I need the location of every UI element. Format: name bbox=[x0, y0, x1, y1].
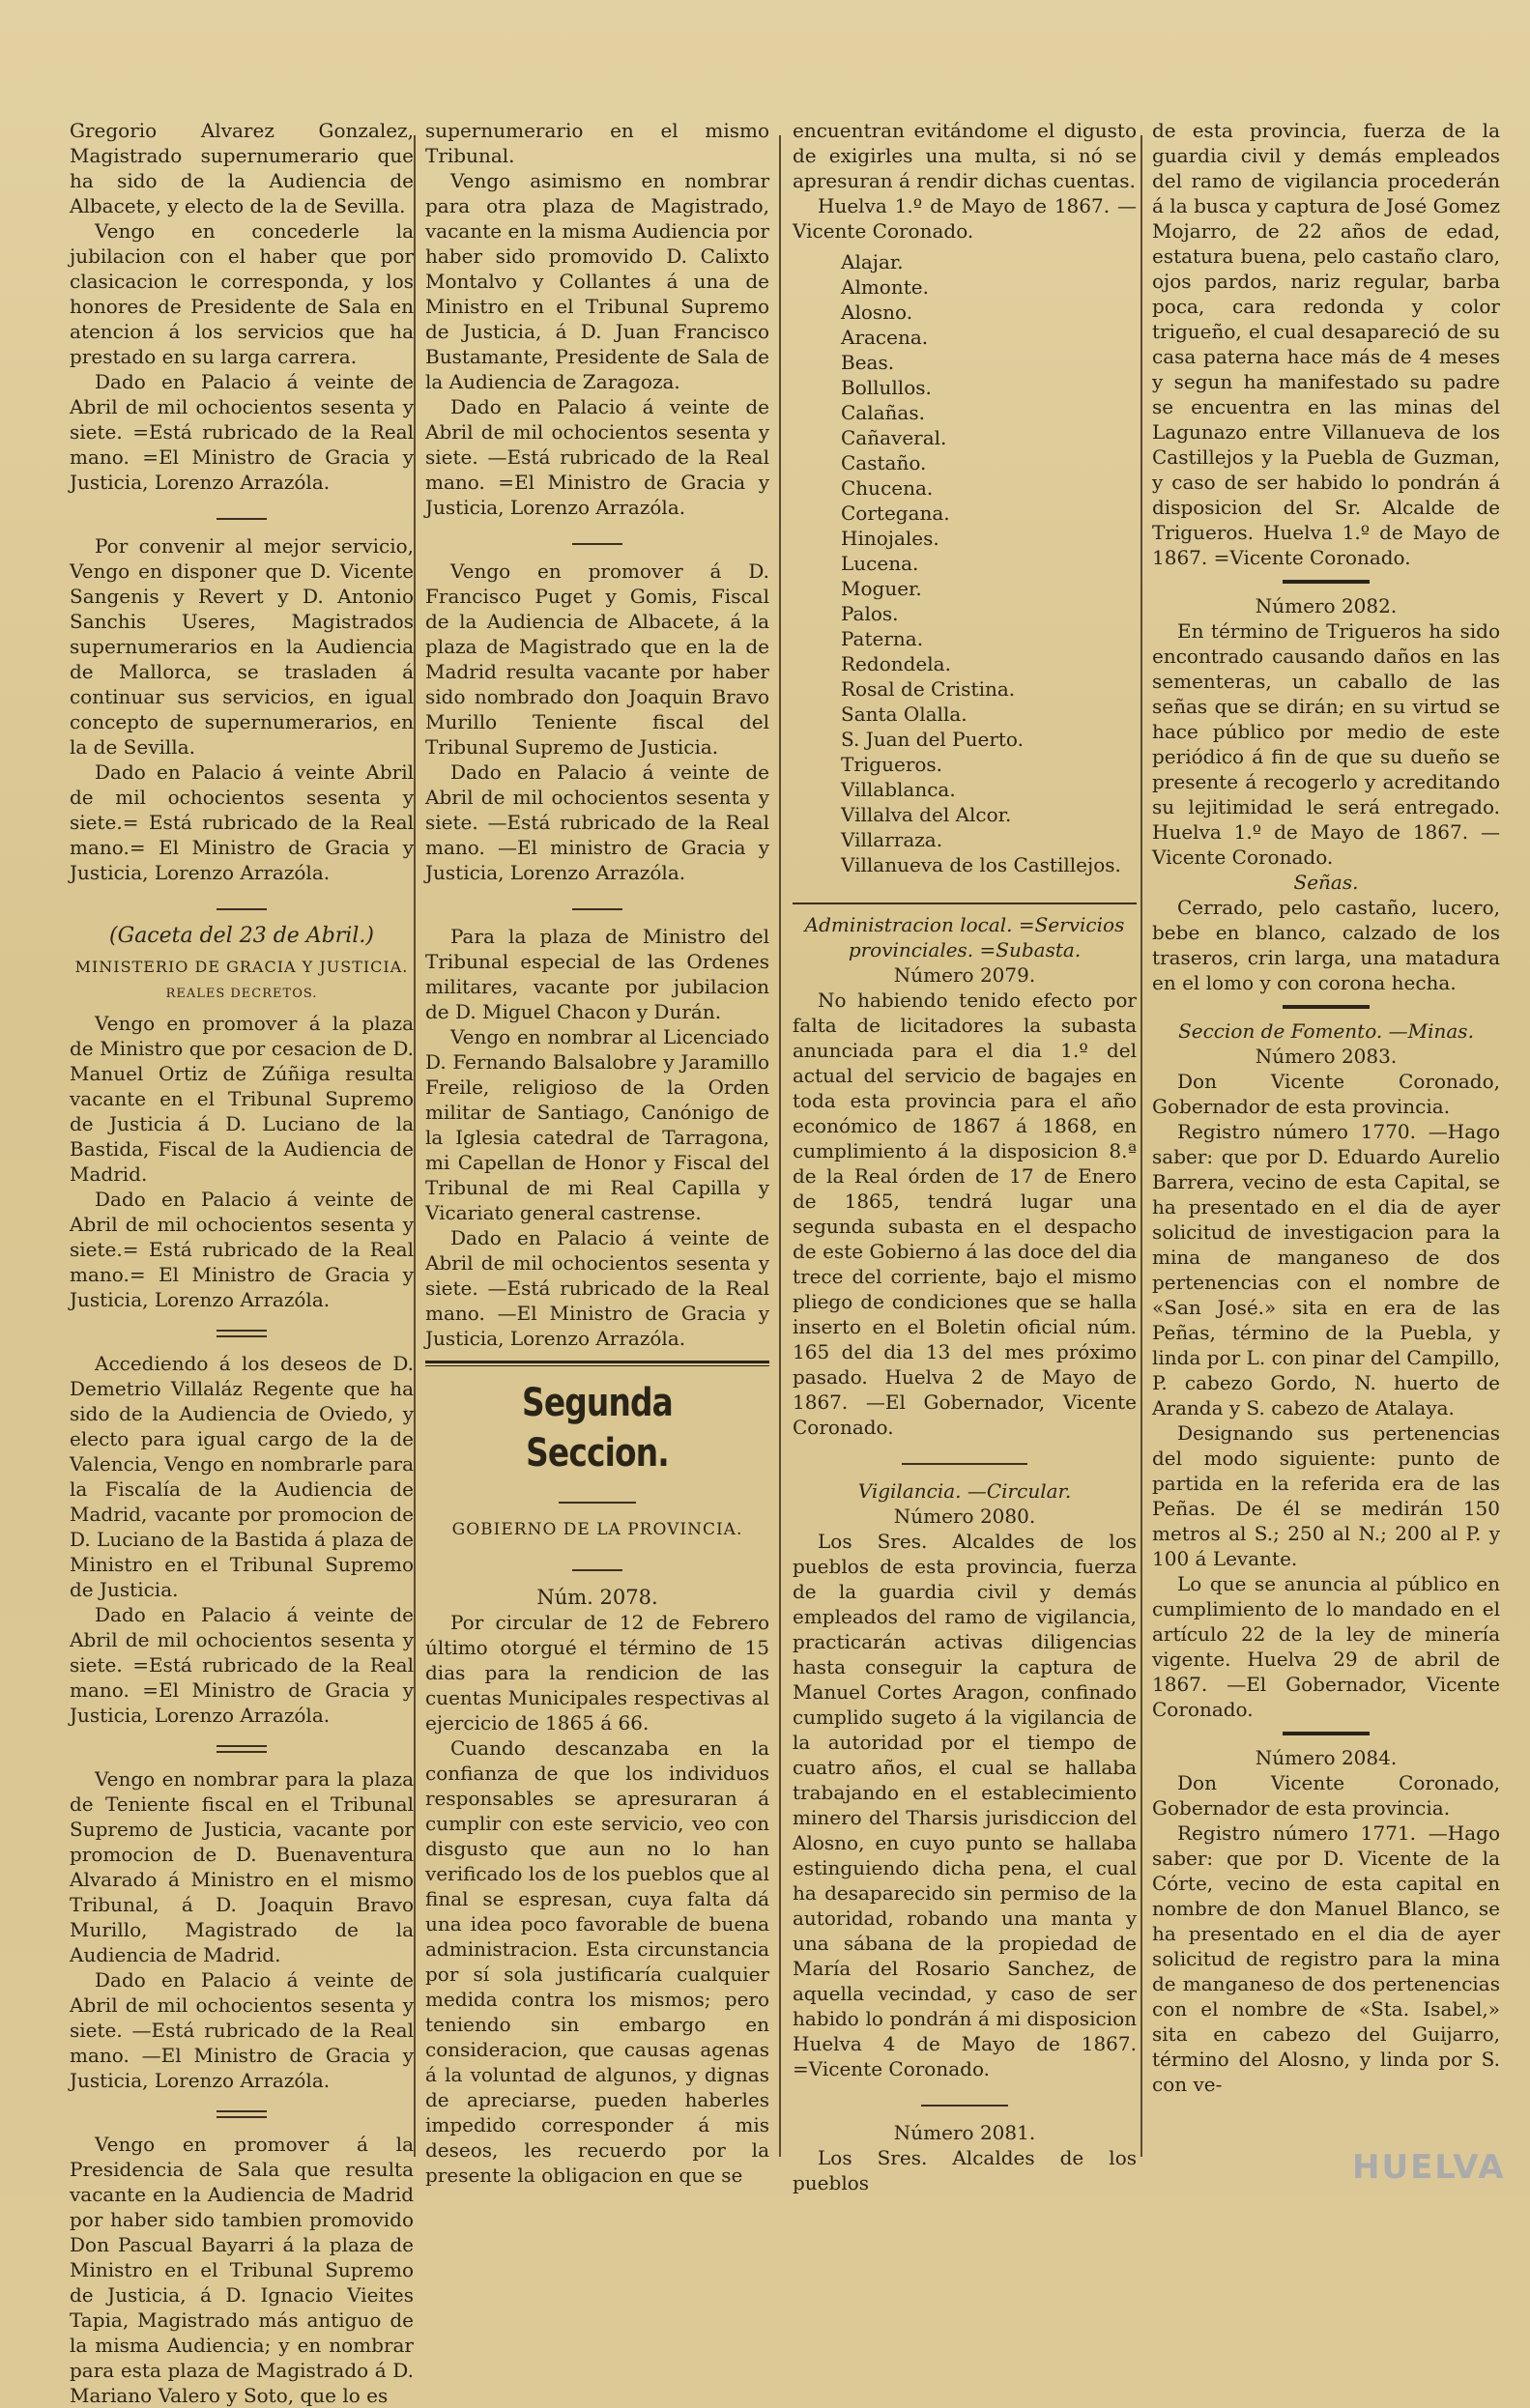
paragraph: Gregorio Alvarez Gonzalez, Magistrado supernumerario que ha sido de la Audiencia de Albacete, y electo de la de Sevilla. bbox=[70, 119, 414, 217]
list-item: Cañaveral. bbox=[841, 426, 947, 449]
gobierno-heading: GOBIERNO DE LA PROVINCIA. bbox=[451, 1520, 743, 1539]
list-item: Aracena. bbox=[841, 326, 929, 349]
list-item: Alosno. bbox=[841, 301, 913, 324]
column-4 bbox=[1152, 118, 1500, 2166]
paragraph: Registro número 1771. —Hago saber: que por D. Vicente de la Córte, vecino de esta capital en nombre de don Manuel Blanco, se ha presentado en el dia de ayer solicitud de registro para la mina de manganeso de dos pertenencias con el nombre de «Sta. Isabel,» sita en cabezo del Guijarro, término del Alosno, y linda por S. con ve- bbox=[1152, 1821, 1500, 2096]
reales-decretos-heading: REALES DECRETOS. bbox=[165, 987, 318, 1001]
notice-number: Número 2080. bbox=[893, 1505, 1036, 1528]
section-rule bbox=[425, 1361, 769, 1363]
paragraph: Don Vicente Coronado, Gobernador de esta provincia. bbox=[1152, 1771, 1500, 1820]
paragraph: Huelva 1.º de Mayo de 1867. —Vicente Coronado. bbox=[793, 194, 1137, 243]
paragraph: Accediendo á los deseos de D. Demetrio Villaláz Regente que ha sido de la Audiencia de Oviedo, y electo para igual cargo de la de Valencia, Vengo en nombrarle para la Fiscalía de la Audiencia de Madrid, vacante por promocion de D. Luciano de la Bastida á plaza de Ministro en el Tribunal Supremo de Justicia. bbox=[70, 1352, 415, 1601]
paragraph: Vengo en nombrar para la plaza de Teniente fiscal en el Tribunal Supremo de Justicia, vacante por promocion de D. Buenaventura Alvarado á Ministro en el mismo Tribunal, á D. Joaquin Bravo Murillo, Magistrado de la Audiencia de Madrid. bbox=[70, 1767, 414, 1966]
notice-number: Número 2081. bbox=[893, 2121, 1036, 2144]
paragraph: Los Sres. Alcaldes de los pueblos de esta provincia, fuerza de la guardia civil y demás empleados del ramo de vigilancia, practicarán activas diligencias hasta conseguir la captura de Manuel Cortes Aragon, confinado cumplido sugeto á la vigilancia de la autoridad por el tiempo de cuatro años, el cual se hallaba trabajando en el establecimiento minero del Tharsis jurisdiccion del Alosno, en cuyo punto se hallaba estinguiendo dicha pena, el cual ha desaparecido sin permiso de la autoridad, robando una manta y una sábana de la propiedad de María del Rosario Sanchez, de aquella vecindad, y caso de ser habido lo pondrán á mi disposicion Huelva 4 de Mayo de 1867. =Vicente Coronado. bbox=[793, 1530, 1137, 2080]
column-divider bbox=[779, 135, 781, 2157]
paragraph: No habiendo tenido efecto por falta de licitadores la subasta anunciada para el dia 1.º del actual del servicio de bagajes en toda esta provincia para el año económico de 1867 á 1868, en cumplimiento á la disposicion 8.ª de la Real órden de 17 de Enero de 1865, tendrá lugar una segunda subasta en el despacho de este Gobierno á las doce del dia trece del corriente, bajo el mismo pliego de condiciones que se halla inserto en el Boletin oficial núm. 165 del dia 13 del mes próximo pasado. Huelva 2 de Mayo de 1867. —El Gobernador, Vicente Coronado. bbox=[793, 989, 1137, 1439]
paragraph: Para la plaza de Ministro del Tribunal especial de las Ordenes militares, vacante por jubilacion de D. Miguel Chacon y Durán. bbox=[425, 925, 769, 1023]
separator bbox=[1283, 1732, 1370, 1735]
paragraph: Dado en Palacio á veinte de Abril de mil ochocientos sesenta y siete. —Está rubricado de la Real mano. —El Ministro de Gracia y Justicia, Lorenzo Arrazóla. bbox=[425, 1226, 769, 1350]
list-item: Calañas. bbox=[841, 401, 925, 424]
section-title: Segunda Seccion. bbox=[522, 1381, 673, 1476]
separator bbox=[1283, 580, 1370, 584]
paragraph: Dado en Palacio á veinte de Abril de mil ochocientos sesenta y siete. =Está rubricado de la Real mano. =El Ministro de Gracia y Justicia, Lorenzo Arrazóla. bbox=[70, 1603, 414, 1727]
paragraph: Por circular de 12 de Febrero último otorgué el término de 15 dias para la rendicion de las cuentas Municipales respectivas al ejercicio de 1865 á 66. bbox=[425, 1611, 769, 1734]
list-item: Bollullos. bbox=[841, 376, 932, 399]
paragraph: Vengo en promover á D. Francisco Puget y Gomis, Fiscal de la Audiencia de Albacete, á la plaza de Magistrado que en la de Madrid resulta vacante por haber sido nombrado don Joaquin Bravo Murillo Teniente fiscal del Tribunal Supremo de Justicia. bbox=[425, 559, 769, 759]
separator bbox=[425, 891, 769, 916]
paragraph: Dado en Palacio á veinte de Abril de mil ochocientos sesenta y siete. —Está rubricado de la Real mano. —El ministro de Gracia y Justicia, Lorenzo Arrazóla. bbox=[425, 760, 769, 884]
list-item: Almonte. bbox=[841, 275, 929, 299]
paragraph: Los Sres. Alcaldes de los pueblos bbox=[793, 2146, 1137, 2194]
list-item: Chucena. bbox=[841, 476, 934, 500]
paragraph: Dado en Palacio á veinte de Abril de mil ochocientos sesenta y siete.= Está rubricado de la Real mano.= El Ministro de Gracia y Justicia, Lorenzo Arrazóla. bbox=[70, 1188, 414, 1311]
list-item: Santa Olalla. bbox=[841, 702, 967, 726]
separator bbox=[793, 1446, 1137, 1471]
paragraph: encuentran evitándome el digusto de exigirles una multa, si nó se apresuran á rendir dichas cuentas. bbox=[793, 119, 1137, 192]
paragraph: Cuando descanzaba en la confianza de que los individuos responsables se apresuraran á cumplir con este servicio, veo con disgusto que aun no lo han verificado los de los pueblos que al final se espresan, cuya falta dá una idea poco favorable de buena administracion. Esta circunstancia por sí sola justificaría cualquier medida contra los mismos; pero teniendo sin embargo en consideracion, que causas agenas á la voluntad de algunos, y dignas de apreciarse, pueden haberles impedido corresponder á mis deseos, les recuerdo por la presente la obligacion en que se bbox=[425, 1736, 769, 2187]
paragraph: Registro número 1770. —Hago saber: que por D. Eduardo Aurelio Barrera, vecino de esta Capital, se ha presentado en el dia de ayer solicitud de investigacion para la mina de manganeso de dos pertenencias con el nombre de «San José.» sita en era de las Peñas, término de la Puebla, y linda por L. con pinar del Campillo, P. cabezo Gordo, N. huerto de Aranda y S. cabezo de Atalaya. bbox=[1152, 1120, 1500, 1419]
list-item: Paterna. bbox=[841, 627, 924, 650]
paragraph: Vengo en promover á la plaza de Ministro que por cesacion de D. Manuel Ortiz de Zúñiga resulta vacante en el Tribunal Supremo de Justicia á D. Luciano de la Bastida, Fiscal de la Audiencia de Madrid. bbox=[70, 1012, 414, 1186]
list-item: Rosal de Cristina. bbox=[841, 677, 1016, 701]
senas-heading: Señas. bbox=[1293, 871, 1359, 894]
list-item: Moguer. bbox=[841, 577, 922, 600]
list-item: Redondela. bbox=[841, 652, 951, 675]
vigilancia-heading: Vigilancia. —Circular. bbox=[857, 1479, 1072, 1503]
separator bbox=[793, 2087, 1137, 2112]
gaceta-date: (Gaceta del 23 de Abril.) bbox=[109, 924, 374, 948]
separator bbox=[425, 1484, 769, 1509]
section-rule bbox=[425, 1365, 769, 1366]
notice-number: Número 2084. bbox=[1255, 1746, 1398, 1769]
separator bbox=[425, 526, 769, 551]
separator bbox=[425, 1552, 769, 1577]
column-3 bbox=[793, 118, 1137, 2194]
paragraph: Vengo en promover á la Presidencia de Sala que resulta vacante en la Audiencia de Madrid por haber sido tambien promovido Don Pascual Bayarri á la plaza de Ministro en el Tribunal Supremo de Justicia, á D. Ignacio Vieites Tapia, Magistrado más antiguo de la misma Audiencia; y en nombrar para esta plaza de Magistrado á D. Mariano Valero y Soto, que lo es bbox=[70, 2133, 414, 2407]
list-item: Hinojales. bbox=[841, 527, 939, 550]
ministerio-heading: MINISTERIO DE GRACIA Y JUSTICIA. bbox=[74, 958, 409, 976]
notice-number: Número 2079. bbox=[893, 963, 1036, 987]
list-item: Cortegana. bbox=[841, 502, 950, 525]
separator bbox=[70, 501, 414, 526]
notice-number: Número 2083. bbox=[1255, 1045, 1398, 1068]
column-divider bbox=[1140, 135, 1142, 2157]
admin-heading: Administracion local. =Servicios provinciales. =Subasta. bbox=[804, 913, 1125, 961]
list-item: Beas. bbox=[841, 351, 895, 374]
list-item: Palos. bbox=[841, 602, 899, 625]
list-item: Villarraza. bbox=[841, 828, 943, 851]
paragraph: Vengo en concederle la jubilacion con el haber que por clasicacion le corresponda, y los honores de Presidente de Sala en atencion á los servicios que ha prestado en su larga carrera. bbox=[70, 219, 414, 368]
list-item: Trigueros. bbox=[841, 753, 943, 776]
paragraph: de esta provincia, fuerza de la guardia civil y demás empleados del ramo de vigilancia procederán á la busca y captura de José Gomez Mojarro, de 22 años de edad, estatura buena, pelo castaño claro, ojos pardos, nariz regular, barba poca, cara redonda y color trigueño, el cual desapareció de su casa paterna hace más de 4 meses y segun ha manifestado su padre se encuentra en las minas del Lagunazo entre Villanueva de los Castillejos y la Puebla de Guzman, y caso de ser habido lo pondrán á disposicion del Sr. Alcalde de Trigueros. Huelva 1.º de Mayo de 1867. =Vicente Coronado. bbox=[1152, 119, 1500, 569]
fomento-heading: Seccion de Fomento. —Minas. bbox=[1178, 1019, 1474, 1043]
list-item: Villablanca. bbox=[841, 778, 956, 801]
paragraph: Por convenir al mejor servicio, Vengo en disponer que D. Vicente Sangenis y Revert y D. Antonio Sanchis Useres, Magistrados supernumerarios en la Audiencia de Mallorca, se trasladen á continuar sus servicios, en igual concepto de supernumerarios, en la de Sevilla. bbox=[70, 534, 414, 759]
paragraph: Dado en Palacio á veinte de Abril de mil ochocientos sesenta y siete. —Está rubricado de la Real mano. —El Ministro de Gracia y Justicia, Lorenzo Arrazóla. bbox=[70, 1968, 414, 2092]
notice-number: Núm. 2078. bbox=[536, 1586, 658, 1609]
list-item: Villanueva de los Castillejos. bbox=[841, 853, 1121, 876]
paragraph: Dado en Palacio á veinte de Abril de mil ochocientos sesenta y siete. =Está rubricado de la Real mano. =El Ministro de Gracia y Justicia, Lorenzo Arrazóla. bbox=[70, 370, 414, 494]
paragraph: Cerrado, pelo castaño, lucero, bebe en blanco, calzado de los traseros, crin larga, una matadura en el lomo y con corona hecha. bbox=[1152, 896, 1500, 994]
paragraph: Dado en Palacio á veinte Abril de mil ochocientos sesenta y siete.= Está rubricado de la Real mano.= El Ministro de Gracia y Justicia, Lorenzo Arrazóla. bbox=[70, 760, 414, 884]
paragraph: Lo que se anuncia al público en cumplimiento de lo mandado en el artículo 22 de la ley de minería vigente. Huelva 29 de abril de 1867. —El Gobernador, Vicente Coronado. bbox=[1152, 1572, 1500, 1721]
separator bbox=[70, 1734, 414, 1759]
huelva-watermark-logo: HUELVA bbox=[1352, 2148, 1506, 2187]
column-1 bbox=[70, 118, 415, 2407]
list-item: Alajar. bbox=[841, 250, 904, 273]
separator bbox=[70, 2099, 414, 2124]
paragraph: supernumerario en el mismo Tribunal. bbox=[425, 119, 769, 167]
paragraph: Dado en Palacio á veinte de Abril de mil ochocientos sesenta y siete. —Está rubricado de la Real mano. =El Ministro de Gracia y Justicia, Lorenzo Arrazóla. bbox=[425, 395, 769, 519]
separator bbox=[70, 891, 414, 916]
paragraph: Don Vicente Coronado, Gobernador de esta provincia. bbox=[1152, 1070, 1500, 1118]
paragraph: En término de Trigueros ha sido encontrado causando daños en las sementeras, un caballo de las señas que se dirán; en su virtud se hace público por medio de este periódico á fin de que su dueño se presente á recogerlo y acreditando su lejitimidad le será entregado. Huelva 1.º de Mayo de 1867. —Vicente Coronado. bbox=[1152, 619, 1500, 869]
paragraph: Designando sus pertenencias del modo siguiente: punto de partida en la referida era de las Peñas. De él se medirán 150 metros al S.; 250 al N.; 200 al P. y 100 á Levante. bbox=[1152, 1421, 1500, 1570]
list-item: Villalva del Alcor. bbox=[841, 803, 1012, 826]
list-item: Castaño. bbox=[841, 451, 927, 474]
town-list bbox=[841, 249, 1137, 877]
list-item: S. Juan del Puerto. bbox=[841, 728, 1024, 751]
notice-number: Número 2082. bbox=[1255, 594, 1398, 617]
separator bbox=[1283, 1005, 1370, 1009]
separator bbox=[793, 885, 1137, 910]
column-divider bbox=[414, 135, 416, 2157]
paragraph: Vengo asimismo en nombrar para otra plaza de Magistrado, vacante en la misma Audiencia por haber sido promovido D. Calixto Montalvo y Collantes á una de Ministro en el Tribunal Supremo de Justicia, á D. Juan Francisco Bustamante, Presidente de Sala de la Audiencia de Zaragoza. bbox=[425, 169, 769, 393]
list-item: Lucena. bbox=[841, 552, 919, 575]
separator bbox=[70, 1318, 414, 1343]
column-2 bbox=[425, 118, 769, 2187]
paragraph: Vengo en nombrar al Licenciado D. Fernando Balsalobre y Jaramillo Freile, religioso de la Orden militar de Santiago, Canónigo de la Iglesia catedral de Tarragona, mi Capellan de Honor y Fiscal del Tribunal de mi Real Capilla y Vicariato general castrense. bbox=[425, 1025, 769, 1224]
